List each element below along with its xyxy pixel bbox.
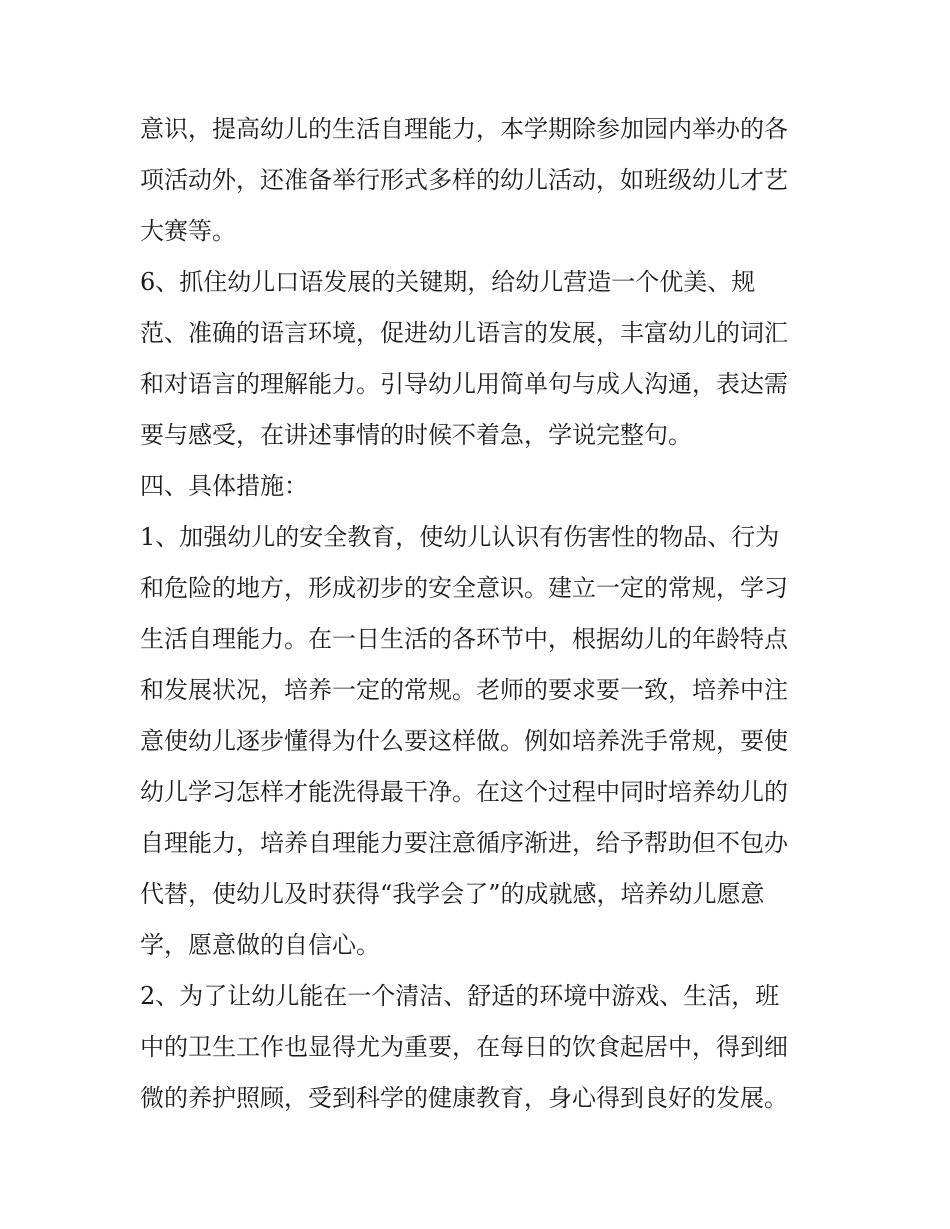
text-line: 和对语言的理解能力。引导幼儿用简单句与成人沟通，表达需 <box>140 370 788 398</box>
text-line: 项活动外，还准备举行形式多样的幼儿活动，如班级幼儿才艺 <box>140 166 788 194</box>
text-line: 大赛等。 <box>140 217 236 245</box>
text-line: 2、为了让幼儿能在一个清洁、舒适的环境中游戏、生活，班 <box>140 982 780 1010</box>
text-line: 中的卫生工作也显得尤为重要，在每日的饮食起居中，得到细 <box>140 1033 788 1061</box>
text-line: 微的养护照顾，受到科学的健康教育，身心得到良好的发展。 <box>140 1084 788 1112</box>
text-line: 代替，使幼儿及时获得“我学会了”的成就感，培养幼儿愿意 <box>140 880 765 908</box>
text-line: 和发展状况，培养一定的常规。老师的要求要一致，培养中注 <box>140 676 788 704</box>
text-line: 幼儿学习怎样才能洗得最干净。在这个过程中同时培养幼儿的 <box>140 778 788 806</box>
text-line: 自理能力，培养自理能力要注意循序渐进，给予帮助但不包办 <box>140 829 788 857</box>
text-line: 生活自理能力。在一日生活的各环节中，根据幼儿的年龄特点 <box>140 625 788 653</box>
text-line: 1、加强幼儿的安全教育，使幼儿认识有伤害性的物品、行为 <box>140 523 780 551</box>
text-line: 范、准确的语言环境，促进幼儿语言的发展，丰富幼儿的词汇 <box>140 319 788 347</box>
document-body <box>140 104 820 1124</box>
text-line: 意识，提高幼儿的生活自理能力，本学期除参加园内举办的各 <box>140 115 788 143</box>
text-line: 6、抓住幼儿口语发展的关键期，给幼儿营造一个优美、规 <box>140 268 756 296</box>
text-line: 学，愿意做的自信心。 <box>140 931 380 959</box>
text-line: 和危险的地方，形成初步的安全意识。建立一定的常规，学习 <box>140 574 788 602</box>
text-line: 要与感受，在讲述事情的时候不着急，学说完整句。 <box>140 421 692 449</box>
text-line: 意使幼儿逐步懂得为什么要这样做。例如培养洗手常规，要使 <box>140 727 788 755</box>
section-heading: 四、具体措施： <box>140 472 308 500</box>
